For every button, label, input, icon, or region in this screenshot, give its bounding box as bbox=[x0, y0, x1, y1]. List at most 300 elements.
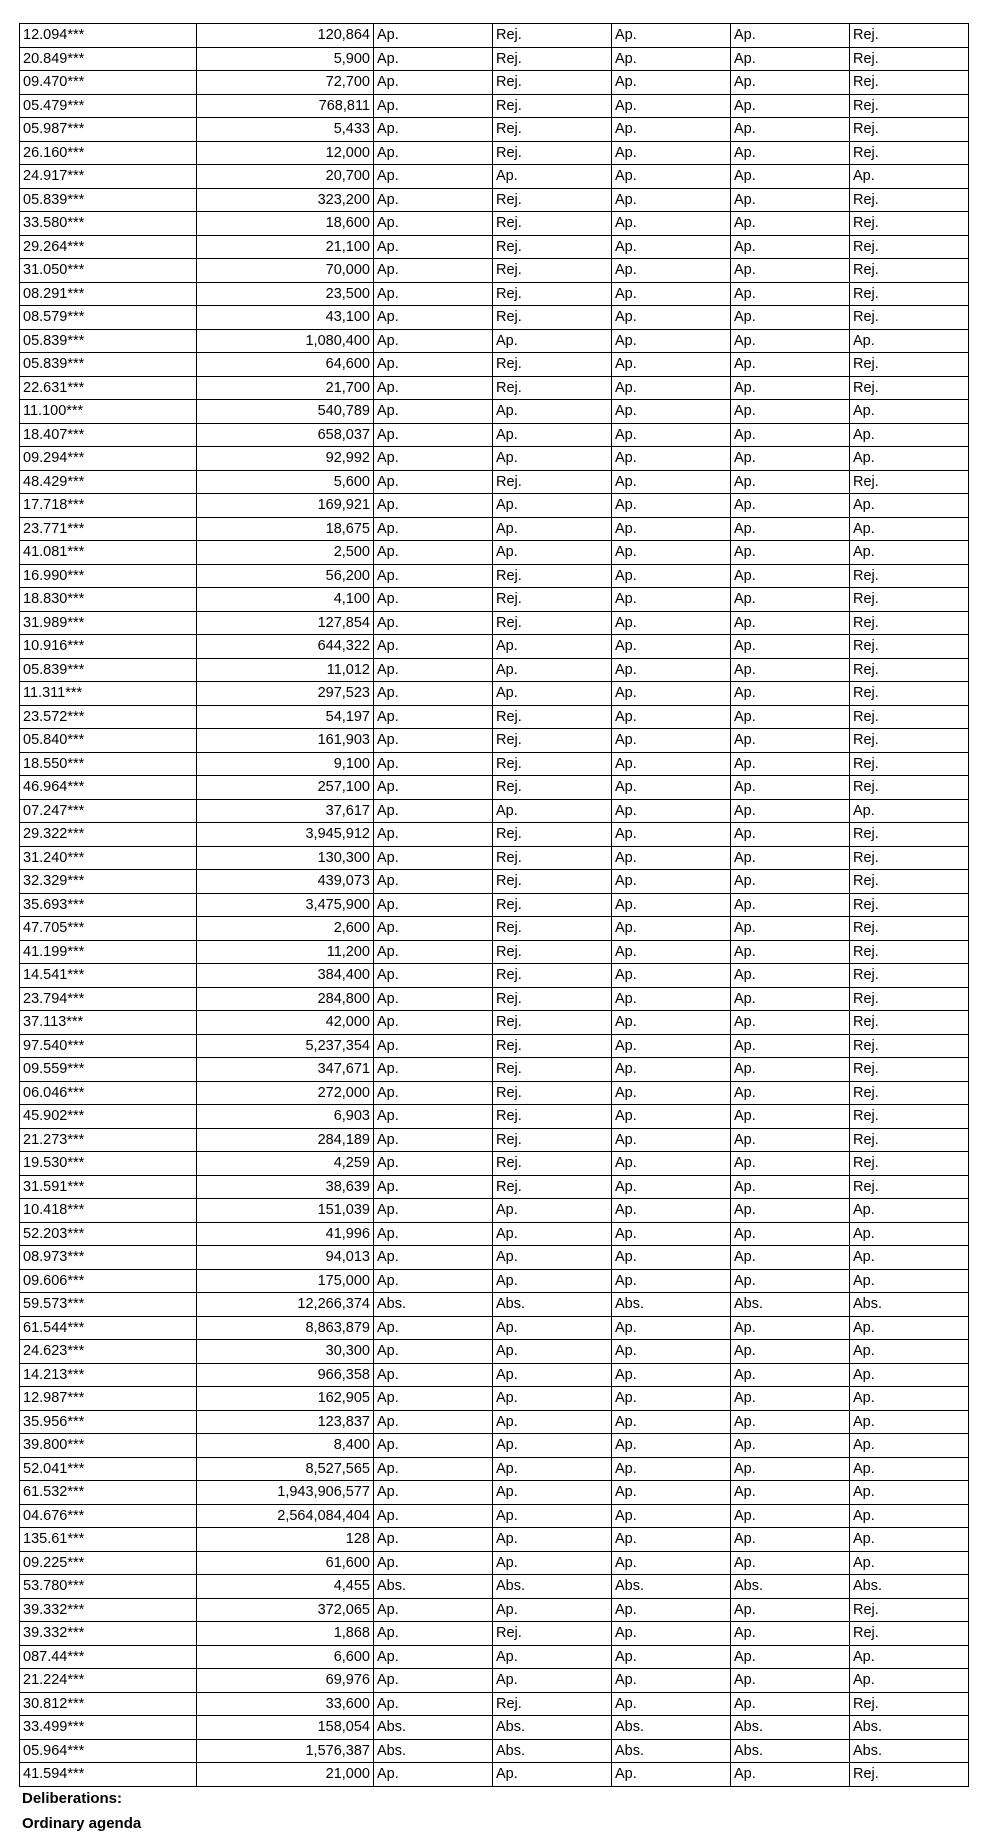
vote-item-5-cell: Abs. bbox=[850, 1716, 969, 1740]
vote-item-5-cell: Rej. bbox=[850, 1598, 969, 1622]
table-row bbox=[20, 682, 969, 706]
shares-cell: 966,358 bbox=[197, 1363, 374, 1387]
shares-cell: 37,617 bbox=[197, 799, 374, 823]
shareholder-id-cell: 31.989*** bbox=[20, 611, 197, 635]
table-row bbox=[20, 964, 969, 988]
vote-item-5-cell: Rej. bbox=[850, 376, 969, 400]
vote-item-5-cell: Ap. bbox=[850, 1316, 969, 1340]
shareholder-id-cell: 52.203*** bbox=[20, 1222, 197, 1246]
vote-item-3-cell: Ap. bbox=[612, 682, 731, 706]
vote-item-1-cell: Ap. bbox=[374, 705, 493, 729]
vote-item-5-cell: Abs. bbox=[850, 1293, 969, 1317]
vote-item-4-cell: Ap. bbox=[731, 118, 850, 142]
vote-item-1-cell: Ap. bbox=[374, 823, 493, 847]
vote-item-5-cell: Rej. bbox=[850, 705, 969, 729]
shareholder-id-cell: 09.470*** bbox=[20, 71, 197, 95]
table-row bbox=[20, 870, 969, 894]
shares-cell: 33,600 bbox=[197, 1692, 374, 1716]
shares-cell: 151,039 bbox=[197, 1199, 374, 1223]
vote-item-2-cell: Ap. bbox=[493, 1528, 612, 1552]
vote-item-4-cell: Ap. bbox=[731, 212, 850, 236]
vote-item-2-cell: Abs. bbox=[493, 1575, 612, 1599]
vote-item-2-cell: Rej. bbox=[493, 729, 612, 753]
vote-item-4-cell: Ap. bbox=[731, 1246, 850, 1270]
vote-item-4-cell: Ap. bbox=[731, 376, 850, 400]
shareholder-id-cell: 32.329*** bbox=[20, 870, 197, 894]
shares-cell: 21,100 bbox=[197, 235, 374, 259]
shares-cell: 61,600 bbox=[197, 1551, 374, 1575]
table-row bbox=[20, 1716, 969, 1740]
shareholder-id-cell: 07.247*** bbox=[20, 799, 197, 823]
shares-cell: 3,475,900 bbox=[197, 893, 374, 917]
vote-item-5-cell: Ap. bbox=[850, 447, 969, 471]
vote-item-4-cell: Abs. bbox=[731, 1739, 850, 1763]
vote-item-4-cell: Ap. bbox=[731, 1011, 850, 1035]
vote-item-1-cell: Ap. bbox=[374, 141, 493, 165]
vote-item-1-cell: Ap. bbox=[374, 729, 493, 753]
vote-item-4-cell: Ap. bbox=[731, 1410, 850, 1434]
vote-item-4-cell: Ap. bbox=[731, 1175, 850, 1199]
shareholder-id-cell: 09.559*** bbox=[20, 1058, 197, 1082]
vote-item-3-cell: Ap. bbox=[612, 1457, 731, 1481]
vote-item-4-cell: Ap. bbox=[731, 635, 850, 659]
vote-item-3-cell: Ap. bbox=[612, 1692, 731, 1716]
vote-item-1-cell: Ap. bbox=[374, 752, 493, 776]
vote-item-4-cell: Ap. bbox=[731, 893, 850, 917]
deliberations-label: Deliberations: bbox=[22, 1790, 123, 1807]
shareholder-id-cell: 29.322*** bbox=[20, 823, 197, 847]
shareholder-id-cell: 39.332*** bbox=[20, 1598, 197, 1622]
table-row bbox=[20, 447, 969, 471]
vote-item-5-cell: Rej. bbox=[850, 470, 969, 494]
shareholder-id-cell: 24.917*** bbox=[20, 165, 197, 189]
shareholder-id-cell: 05.964*** bbox=[20, 1739, 197, 1763]
vote-item-1-cell: Abs. bbox=[374, 1716, 493, 1740]
vote-item-3-cell: Ap. bbox=[612, 917, 731, 941]
shares-cell: 18,600 bbox=[197, 212, 374, 236]
shareholder-id-cell: 61.544*** bbox=[20, 1316, 197, 1340]
shares-cell: 1,943,906,577 bbox=[197, 1481, 374, 1505]
table-row bbox=[20, 353, 969, 377]
shareholder-id-cell: 31.240*** bbox=[20, 846, 197, 870]
vote-item-4-cell: Ap. bbox=[731, 24, 850, 48]
vote-item-3-cell: Ap. bbox=[612, 541, 731, 565]
shareholder-id-cell: 47.705*** bbox=[20, 917, 197, 941]
vote-item-5-cell: Rej. bbox=[850, 1128, 969, 1152]
shareholder-id-cell: 52.041*** bbox=[20, 1457, 197, 1481]
vote-item-2-cell: Ap. bbox=[493, 1645, 612, 1669]
shares-cell: 5,900 bbox=[197, 47, 374, 71]
shares-cell: 540,789 bbox=[197, 400, 374, 424]
vote-item-2-cell: Rej. bbox=[493, 235, 612, 259]
table-row bbox=[20, 517, 969, 541]
vote-item-2-cell: Rej. bbox=[493, 987, 612, 1011]
vote-item-1-cell: Ap. bbox=[374, 353, 493, 377]
footer-section bbox=[22, 1786, 141, 1836]
shares-cell: 5,237,354 bbox=[197, 1034, 374, 1058]
vote-item-1-cell: Ap. bbox=[374, 846, 493, 870]
vote-item-5-cell: Ap. bbox=[850, 799, 969, 823]
vote-item-1-cell: Ap. bbox=[374, 165, 493, 189]
table-row bbox=[20, 1692, 969, 1716]
shareholder-id-cell: 09.225*** bbox=[20, 1551, 197, 1575]
vote-item-3-cell: Ap. bbox=[612, 24, 731, 48]
vote-item-2-cell: Ap. bbox=[493, 165, 612, 189]
vote-item-4-cell: Ap. bbox=[731, 1340, 850, 1364]
vote-item-1-cell: Ap. bbox=[374, 212, 493, 236]
shareholder-id-cell: 08.291*** bbox=[20, 282, 197, 306]
vote-item-1-cell: Ap. bbox=[374, 447, 493, 471]
shareholder-id-cell: 16.990*** bbox=[20, 564, 197, 588]
vote-item-3-cell: Ap. bbox=[612, 987, 731, 1011]
shareholder-id-cell: 05.987*** bbox=[20, 118, 197, 142]
table-row bbox=[20, 1340, 969, 1364]
shares-cell: 130,300 bbox=[197, 846, 374, 870]
shareholder-id-cell: 41.594*** bbox=[20, 1763, 197, 1787]
vote-item-5-cell: Ap. bbox=[850, 1551, 969, 1575]
vote-item-3-cell: Ap. bbox=[612, 71, 731, 95]
vote-item-2-cell: Ap. bbox=[493, 1410, 612, 1434]
vote-item-1-cell: Ap. bbox=[374, 1645, 493, 1669]
vote-item-1-cell: Ap. bbox=[374, 940, 493, 964]
vote-item-4-cell: Ap. bbox=[731, 1434, 850, 1458]
table-row bbox=[20, 1222, 969, 1246]
shares-cell: 2,600 bbox=[197, 917, 374, 941]
vote-item-4-cell: Ap. bbox=[731, 1645, 850, 1669]
vote-item-4-cell: Ap. bbox=[731, 470, 850, 494]
vote-item-2-cell: Ap. bbox=[493, 1387, 612, 1411]
shares-cell: 347,671 bbox=[197, 1058, 374, 1082]
table-row bbox=[20, 635, 969, 659]
vote-item-5-cell: Rej. bbox=[850, 141, 969, 165]
vote-item-3-cell: Abs. bbox=[612, 1739, 731, 1763]
vote-item-2-cell: Ap. bbox=[493, 400, 612, 424]
shares-cell: 4,455 bbox=[197, 1575, 374, 1599]
vote-item-2-cell: Rej. bbox=[493, 1105, 612, 1129]
shareholder-id-cell: 31.591*** bbox=[20, 1175, 197, 1199]
vote-item-1-cell: Ap. bbox=[374, 188, 493, 212]
table-row bbox=[20, 1387, 969, 1411]
vote-item-3-cell: Abs. bbox=[612, 1575, 731, 1599]
vote-item-3-cell: Ap. bbox=[612, 329, 731, 353]
vote-item-1-cell: Ap. bbox=[374, 259, 493, 283]
shareholder-id-cell: 05.839*** bbox=[20, 353, 197, 377]
vote-item-3-cell: Ap. bbox=[612, 729, 731, 753]
vote-item-5-cell: Ap. bbox=[850, 1645, 969, 1669]
shareholder-id-cell: 12.987*** bbox=[20, 1387, 197, 1411]
vote-item-2-cell: Rej. bbox=[493, 1058, 612, 1082]
shareholder-id-cell: 12.094*** bbox=[20, 24, 197, 48]
vote-item-4-cell: Ap. bbox=[731, 799, 850, 823]
shareholder-id-cell: 20.849*** bbox=[20, 47, 197, 71]
table-row bbox=[20, 776, 969, 800]
vote-item-3-cell: Ap. bbox=[612, 940, 731, 964]
vote-item-3-cell: Ap. bbox=[612, 1363, 731, 1387]
vote-item-4-cell: Ap. bbox=[731, 1222, 850, 1246]
shareholder-id-cell: 29.264*** bbox=[20, 235, 197, 259]
vote-item-4-cell: Ap. bbox=[731, 1316, 850, 1340]
vote-item-4-cell: Abs. bbox=[731, 1575, 850, 1599]
vote-item-5-cell: Rej. bbox=[850, 259, 969, 283]
vote-item-1-cell: Ap. bbox=[374, 1669, 493, 1693]
vote-item-1-cell: Ap. bbox=[374, 1692, 493, 1716]
vote-item-5-cell: Rej. bbox=[850, 118, 969, 142]
shares-cell: 11,012 bbox=[197, 658, 374, 682]
vote-item-2-cell: Rej. bbox=[493, 917, 612, 941]
voting-table-body bbox=[20, 24, 969, 1787]
vote-item-5-cell: Rej. bbox=[850, 682, 969, 706]
vote-item-4-cell: Ap. bbox=[731, 188, 850, 212]
vote-item-5-cell: Rej. bbox=[850, 24, 969, 48]
shareholder-id-cell: 05.840*** bbox=[20, 729, 197, 753]
shares-cell: 372,065 bbox=[197, 1598, 374, 1622]
vote-item-3-cell: Ap. bbox=[612, 1669, 731, 1693]
shareholder-id-cell: 18.550*** bbox=[20, 752, 197, 776]
vote-item-3-cell: Ap. bbox=[612, 1551, 731, 1575]
vote-item-1-cell: Ap. bbox=[374, 1622, 493, 1646]
table-row bbox=[20, 1152, 969, 1176]
vote-item-1-cell: Ap. bbox=[374, 870, 493, 894]
shareholder-id-cell: 35.956*** bbox=[20, 1410, 197, 1434]
vote-item-5-cell: Ap. bbox=[850, 400, 969, 424]
shares-cell: 23,500 bbox=[197, 282, 374, 306]
vote-item-3-cell: Ap. bbox=[612, 705, 731, 729]
vote-item-3-cell: Ap. bbox=[612, 47, 731, 71]
shares-cell: 384,400 bbox=[197, 964, 374, 988]
vote-item-1-cell: Ap. bbox=[374, 776, 493, 800]
shares-cell: 8,863,879 bbox=[197, 1316, 374, 1340]
vote-item-2-cell: Rej. bbox=[493, 24, 612, 48]
vote-item-1-cell: Ap. bbox=[374, 799, 493, 823]
shares-cell: 64,600 bbox=[197, 353, 374, 377]
vote-item-1-cell: Ap. bbox=[374, 1340, 493, 1364]
vote-item-5-cell: Rej. bbox=[850, 94, 969, 118]
vote-item-2-cell: Ap. bbox=[493, 329, 612, 353]
vote-item-2-cell: Rej. bbox=[493, 564, 612, 588]
table-row bbox=[20, 611, 969, 635]
shareholder-id-cell: 23.771*** bbox=[20, 517, 197, 541]
shares-cell: 162,905 bbox=[197, 1387, 374, 1411]
vote-item-4-cell: Ap. bbox=[731, 1481, 850, 1505]
vote-item-5-cell: Rej. bbox=[850, 776, 969, 800]
vote-item-5-cell: Rej. bbox=[850, 987, 969, 1011]
vote-item-3-cell: Ap. bbox=[612, 1645, 731, 1669]
vote-item-4-cell: Ap. bbox=[731, 1669, 850, 1693]
vote-item-5-cell: Rej. bbox=[850, 306, 969, 330]
vote-item-5-cell: Ap. bbox=[850, 1504, 969, 1528]
vote-item-4-cell: Abs. bbox=[731, 1716, 850, 1740]
table-row bbox=[20, 564, 969, 588]
vote-item-2-cell: Rej. bbox=[493, 611, 612, 635]
vote-item-5-cell: Ap. bbox=[850, 1363, 969, 1387]
vote-item-4-cell: Ap. bbox=[731, 447, 850, 471]
table-row bbox=[20, 729, 969, 753]
vote-item-2-cell: Rej. bbox=[493, 1034, 612, 1058]
shareholder-id-cell: 48.429*** bbox=[20, 470, 197, 494]
table-row bbox=[20, 846, 969, 870]
table-row bbox=[20, 259, 969, 283]
shareholder-id-cell: 24.623*** bbox=[20, 1340, 197, 1364]
vote-item-4-cell: Ap. bbox=[731, 1152, 850, 1176]
vote-item-1-cell: Ap. bbox=[374, 71, 493, 95]
shares-cell: 439,073 bbox=[197, 870, 374, 894]
table-row bbox=[20, 212, 969, 236]
vote-item-2-cell: Ap. bbox=[493, 799, 612, 823]
vote-item-5-cell: Rej. bbox=[850, 1622, 969, 1646]
table-row bbox=[20, 118, 969, 142]
vote-item-5-cell: Ap. bbox=[850, 1528, 969, 1552]
vote-item-3-cell: Ap. bbox=[612, 1504, 731, 1528]
shareholder-id-cell: 23.794*** bbox=[20, 987, 197, 1011]
vote-item-1-cell: Ap. bbox=[374, 1528, 493, 1552]
vote-item-4-cell: Ap. bbox=[731, 235, 850, 259]
shares-cell: 123,837 bbox=[197, 1410, 374, 1434]
vote-item-4-cell: Ap. bbox=[731, 306, 850, 330]
vote-item-2-cell: Rej. bbox=[493, 188, 612, 212]
vote-item-5-cell: Rej. bbox=[850, 846, 969, 870]
vote-item-2-cell: Ap. bbox=[493, 1504, 612, 1528]
vote-item-1-cell: Ap. bbox=[374, 306, 493, 330]
vote-item-4-cell: Ap. bbox=[731, 1504, 850, 1528]
vote-item-3-cell: Ap. bbox=[612, 423, 731, 447]
vote-item-1-cell: Ap. bbox=[374, 1363, 493, 1387]
vote-item-2-cell: Rej. bbox=[493, 118, 612, 142]
table-row bbox=[20, 1011, 969, 1035]
vote-item-1-cell: Ap. bbox=[374, 1551, 493, 1575]
vote-item-3-cell: Ap. bbox=[612, 1222, 731, 1246]
shares-cell: 21,700 bbox=[197, 376, 374, 400]
vote-item-3-cell: Ap. bbox=[612, 1528, 731, 1552]
vote-item-4-cell: Ap. bbox=[731, 1763, 850, 1787]
table-row bbox=[20, 235, 969, 259]
vote-item-3-cell: Abs. bbox=[612, 1293, 731, 1317]
vote-item-2-cell: Rej. bbox=[493, 823, 612, 847]
table-row bbox=[20, 658, 969, 682]
vote-item-3-cell: Ap. bbox=[612, 1058, 731, 1082]
shares-cell: 5,600 bbox=[197, 470, 374, 494]
vote-item-4-cell: Ap. bbox=[731, 353, 850, 377]
shareholder-id-cell: 39.800*** bbox=[20, 1434, 197, 1458]
vote-item-5-cell: Ap. bbox=[850, 517, 969, 541]
vote-item-2-cell: Rej. bbox=[493, 1692, 612, 1716]
vote-item-5-cell: Ap. bbox=[850, 541, 969, 565]
table-row bbox=[20, 165, 969, 189]
vote-item-1-cell: Ap. bbox=[374, 987, 493, 1011]
table-row bbox=[20, 376, 969, 400]
vote-item-3-cell: Ap. bbox=[612, 235, 731, 259]
vote-item-1-cell: Ap. bbox=[374, 1269, 493, 1293]
vote-item-3-cell: Ap. bbox=[612, 1481, 731, 1505]
vote-item-4-cell: Ap. bbox=[731, 329, 850, 353]
vote-item-1-cell: Ap. bbox=[374, 564, 493, 588]
vote-item-3-cell: Ap. bbox=[612, 870, 731, 894]
shares-cell: 12,266,374 bbox=[197, 1293, 374, 1317]
vote-item-3-cell: Ap. bbox=[612, 635, 731, 659]
shares-cell: 658,037 bbox=[197, 423, 374, 447]
shares-cell: 161,903 bbox=[197, 729, 374, 753]
vote-item-1-cell: Ap. bbox=[374, 1504, 493, 1528]
vote-item-4-cell: Ap. bbox=[731, 729, 850, 753]
vote-item-5-cell: Ap. bbox=[850, 1410, 969, 1434]
shares-cell: 42,000 bbox=[197, 1011, 374, 1035]
vote-item-5-cell: Ap. bbox=[850, 1387, 969, 1411]
vote-item-5-cell: Ap. bbox=[850, 1481, 969, 1505]
vote-item-5-cell: Rej. bbox=[850, 1034, 969, 1058]
vote-item-3-cell: Ap. bbox=[612, 893, 731, 917]
vote-item-5-cell: Ap. bbox=[850, 1340, 969, 1364]
vote-item-3-cell: Ap. bbox=[612, 212, 731, 236]
vote-item-4-cell: Ap. bbox=[731, 682, 850, 706]
vote-item-3-cell: Ap. bbox=[612, 611, 731, 635]
vote-item-4-cell: Ap. bbox=[731, 1128, 850, 1152]
ordinary-agenda-label: Ordinary agenda bbox=[22, 1815, 142, 1832]
vote-item-3-cell: Ap. bbox=[612, 1199, 731, 1223]
table-row bbox=[20, 47, 969, 71]
vote-item-1-cell: Ap. bbox=[374, 1058, 493, 1082]
vote-item-2-cell: Rej. bbox=[493, 1622, 612, 1646]
table-row bbox=[20, 1669, 969, 1693]
shareholder-id-cell: 14.541*** bbox=[20, 964, 197, 988]
vote-item-4-cell: Ap. bbox=[731, 1199, 850, 1223]
vote-item-1-cell: Ap. bbox=[374, 635, 493, 659]
vote-item-3-cell: Ap. bbox=[612, 1622, 731, 1646]
vote-item-1-cell: Ap. bbox=[374, 658, 493, 682]
vote-item-2-cell: Ap. bbox=[493, 494, 612, 518]
vote-item-2-cell: Ap. bbox=[493, 447, 612, 471]
vote-item-2-cell: Rej. bbox=[493, 846, 612, 870]
vote-item-4-cell: Ap. bbox=[731, 1692, 850, 1716]
vote-item-1-cell: Ap. bbox=[374, 1199, 493, 1223]
shares-cell: 2,500 bbox=[197, 541, 374, 565]
vote-item-1-cell: Ap. bbox=[374, 1152, 493, 1176]
vote-item-2-cell: Ap. bbox=[493, 1222, 612, 1246]
vote-item-3-cell: Ap. bbox=[612, 1128, 731, 1152]
vote-item-1-cell: Ap. bbox=[374, 517, 493, 541]
vote-item-5-cell: Rej. bbox=[850, 188, 969, 212]
vote-item-1-cell: Ap. bbox=[374, 1081, 493, 1105]
vote-item-2-cell: Rej. bbox=[493, 353, 612, 377]
vote-item-5-cell: Rej. bbox=[850, 353, 969, 377]
shareholder-id-cell: 09.606*** bbox=[20, 1269, 197, 1293]
shares-cell: 56,200 bbox=[197, 564, 374, 588]
vote-item-2-cell: Ap. bbox=[493, 1551, 612, 1575]
vote-item-1-cell: Ap. bbox=[374, 1410, 493, 1434]
shares-cell: 30,300 bbox=[197, 1340, 374, 1364]
shares-cell: 12,000 bbox=[197, 141, 374, 165]
vote-item-2-cell: Rej. bbox=[493, 141, 612, 165]
vote-item-2-cell: Rej. bbox=[493, 964, 612, 988]
vote-item-4-cell: Ap. bbox=[731, 1363, 850, 1387]
vote-item-1-cell: Ap. bbox=[374, 964, 493, 988]
vote-item-3-cell: Ap. bbox=[612, 517, 731, 541]
vote-item-1-cell: Ap. bbox=[374, 329, 493, 353]
vote-item-3-cell: Ap. bbox=[612, 799, 731, 823]
vote-item-3-cell: Ap. bbox=[612, 964, 731, 988]
vote-item-5-cell: Rej. bbox=[850, 870, 969, 894]
shares-cell: 1,080,400 bbox=[197, 329, 374, 353]
vote-item-4-cell: Ap. bbox=[731, 705, 850, 729]
shares-cell: 20,700 bbox=[197, 165, 374, 189]
vote-item-4-cell: Ap. bbox=[731, 541, 850, 565]
shareholder-id-cell: 18.830*** bbox=[20, 588, 197, 612]
vote-item-3-cell: Ap. bbox=[612, 1246, 731, 1270]
vote-item-1-cell: Ap. bbox=[374, 1222, 493, 1246]
table-row bbox=[20, 306, 969, 330]
shareholder-id-cell: 26.160*** bbox=[20, 141, 197, 165]
vote-item-2-cell: Ap. bbox=[493, 541, 612, 565]
shares-cell: 2,564,084,404 bbox=[197, 1504, 374, 1528]
vote-item-5-cell: Ap. bbox=[850, 1222, 969, 1246]
